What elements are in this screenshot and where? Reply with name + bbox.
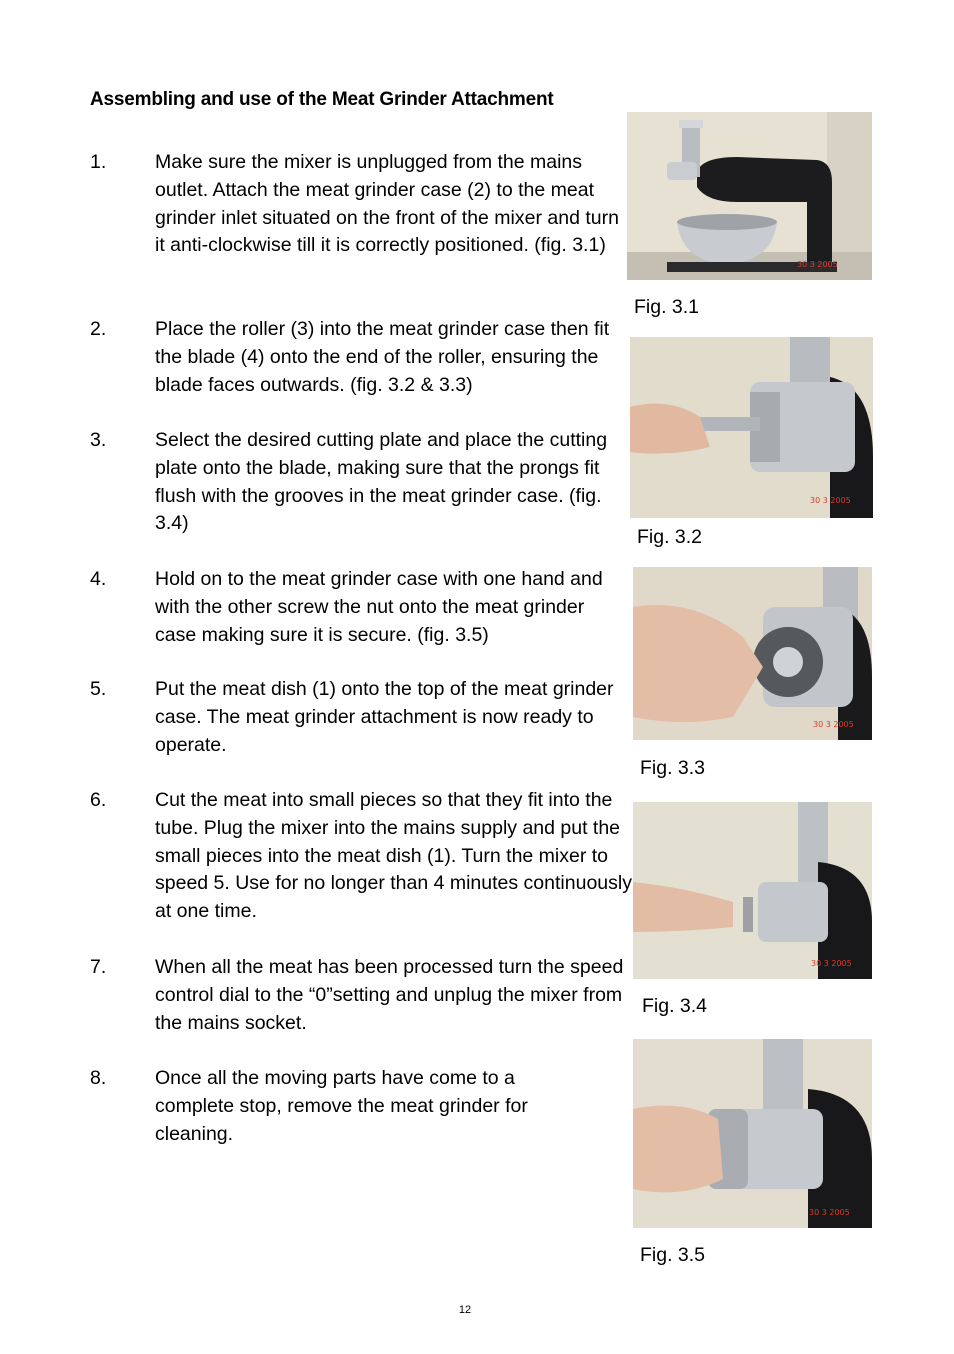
page-title: Assembling and use of the Meat Grinder Attachment	[90, 89, 554, 110]
date-stamp: 30 3 2005	[809, 1208, 850, 1217]
step-text: Make sure the mixer is unplugged from the mains outlet. Attach the meat grinder case (2) to the meat grinder inlet situated on the front of the mixer and turn it anti-clockwise till it is correctly positioned. (fig. 3.1)	[155, 151, 619, 257]
figure-caption: Fig. 3.2	[637, 526, 703, 548]
step-number: 4.	[90, 568, 107, 590]
step-number: 5.	[90, 678, 107, 700]
step-number: 7.	[90, 956, 107, 978]
figure-3-1-photo	[627, 112, 872, 280]
figure-3-3-photo	[633, 567, 872, 740]
figure-3-4-photo	[633, 802, 872, 979]
date-stamp: 30 3 2005	[813, 720, 854, 729]
date-stamp: 30 3 2005	[810, 496, 851, 505]
step-text: Cut the meat into small pieces so that they fit into the tube. Plug the mixer into the mains supply and put the small pieces into the meat dish (1). Turn the mixer to speed 5. Use for no longer than 4 minutes continuously at one time.	[155, 789, 632, 923]
step-text: Hold on to the meat grinder case with one hand and with the other screw the nut onto the meat grinder case making sure it is secure. (fig. 3.5)	[155, 568, 603, 646]
figure-caption: Fig. 3.3	[640, 757, 706, 779]
step-text: When all the meat has been processed turn the speed control dial to the “0”setting and unplug the mixer from the mains socket.	[155, 956, 624, 1034]
step-number: 8.	[90, 1067, 107, 1089]
date-stamp: 30 3 2005	[811, 959, 852, 968]
step-text: Place the roller (3) into the meat grinder case then fit the blade (4) onto the end of the roller, ensuring the blade faces outwards. (fig. 3.2 & 3.3)	[155, 318, 610, 396]
figure-caption: Fig. 3.1	[634, 296, 700, 318]
figure-3-2-photo	[630, 337, 873, 518]
step-number: 2.	[90, 318, 107, 340]
step-text: Once all the moving parts have come to a complete stop, remove the meat grinder for cleaning.	[155, 1067, 528, 1145]
step-text: Put the meat dish (1) onto the top of the meat grinder case. The meat grinder attachment is now ready to operate.	[155, 678, 614, 756]
page-number: 12	[458, 1304, 472, 1316]
figure-3-5-photo	[633, 1039, 872, 1228]
date-stamp: 30 3 2005	[797, 260, 838, 269]
step-text: Select the desired cutting plate and place the cutting plate onto the blade, making sure that the prongs fit flush with the grooves in the meat grinder case. (fig. 3.4)	[155, 429, 608, 535]
step-number: 3.	[90, 429, 107, 451]
figure-caption: Fig. 3.4	[642, 995, 708, 1017]
figure-caption: Fig. 3.5	[640, 1244, 706, 1266]
step-number: 6.	[90, 789, 107, 811]
step-number: 1.	[90, 151, 107, 173]
